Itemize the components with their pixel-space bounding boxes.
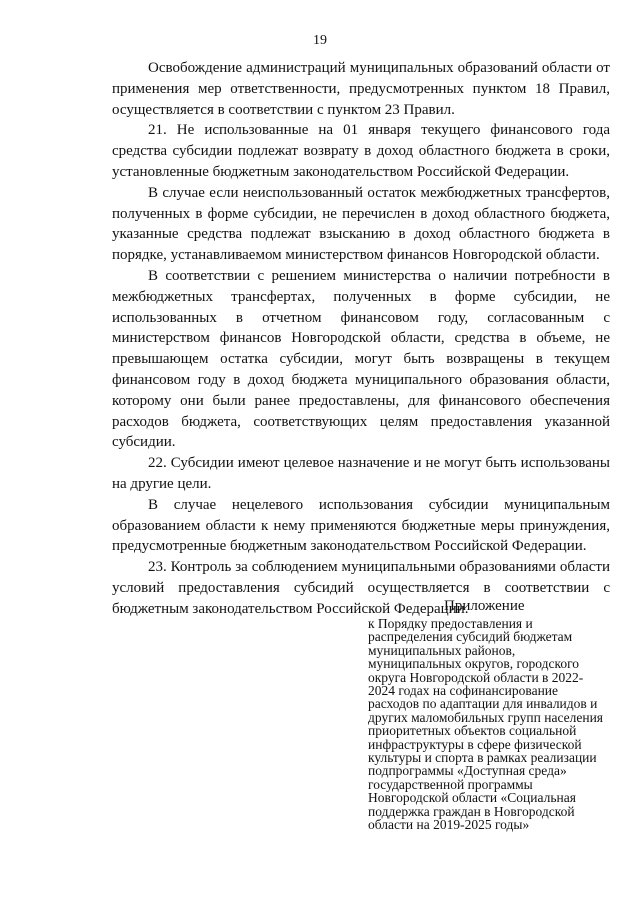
- paragraph-return-of-funds: В соответствии с решением министерства о наличии потребности в межбюджетных трансфертах, полученных в форме субсидии, не использованных в отчетном финансовом году, согласованным с министерством финансов Новгородской области, средства в объеме, не превышающем остатка субсидии, могут быть возвращены в текущем финансовом году в доход бюджета муниципального образования области, которому они были ранее предоставлены, для финансового обеспечения расходов бюджета, соответствующих целям предоставления указанной субсидии.: [112, 267, 610, 451]
- paragraph-misuse: В случае нецелевого использования субсидии муниципальным образованием области к нему применяются бюджетные меры принуждения, предусмотренные бюджетным законодательством Российской Федерации.: [112, 496, 610, 555]
- appendix-reference: к Порядку предоставления и распределения субсидий бюджетам муниципальных районов, муниципальных округов, городского округа Новгородской области в 2022-2024 годах на софинансирование расходов по адаптации для инвалидов и других маломобильных групп населения приоритетных объектов социальной инфраструктуры в сфере физической культуры и спорта в рамках реализации подпрограммы «Доступная среда» государственной программы Новгородской области «Социальная поддержка граждан в Новгородской области на 2019-2025 годы»: [368, 616, 604, 833]
- paragraph-recovery: В случае если неиспользованный остаток межбюджетных трансфертов, полученных в форме субсидии, не перечислен в доход областного бюджета, указанные средства подлежат взысканию в доход областного бюджета в порядке, устанавливаемом министерством финансов Новгородской области.: [112, 184, 610, 264]
- appendix-block: [368, 597, 608, 832]
- appendix-title: Приложение: [444, 598, 525, 614]
- paragraph-21-unused-funds: 21. Не использованные на 01 января текущего финансового года средства субсидии подлежат возврату в доход областного бюджета в сроки, установленные бюджетным законодательством Российской Федерации.: [112, 122, 610, 180]
- page-number: 19: [313, 33, 327, 48]
- document-body: [112, 58, 610, 620]
- paragraph-23-control: 23. Контроль за соблюдением муниципальными образованиями области условий предоставления субсидий осуществляется в соответствии с бюджетным законодательством Российской Федерации.: [112, 559, 610, 617]
- paragraph-22-purpose: 22. Субсидии имеют целевое назначение и не могут быть использованы на другие цели.: [112, 455, 610, 492]
- paragraph-exemption: Освобождение администраций муниципальных образований области от применения мер ответственности, предусмотренных пунктом 18 Правил, осуществляется в соответствии с пунктом 23 Правил.: [112, 60, 610, 118]
